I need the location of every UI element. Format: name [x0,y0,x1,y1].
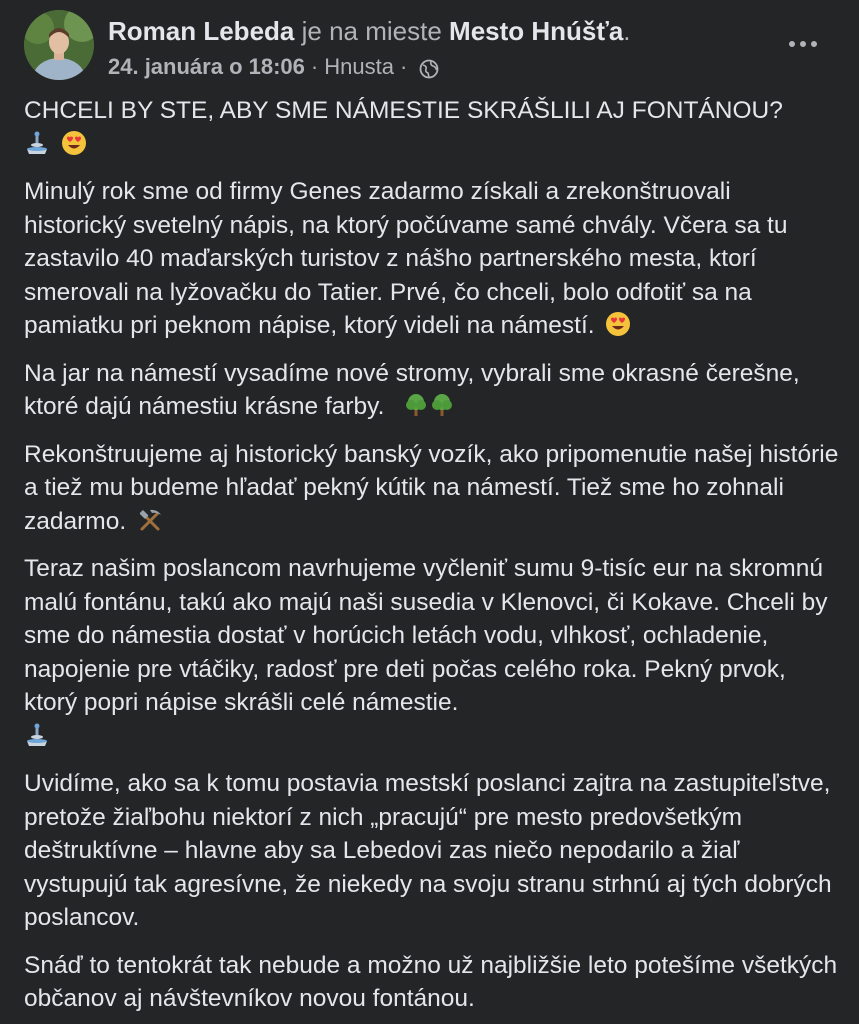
post-paragraph [24,175,839,343]
post-meta [108,52,439,82]
post-paragraph [24,949,839,1016]
heart-eyes-emoji-icon [61,130,87,156]
paragraph-text: Uvidíme, ako sa k tomu postavia mestskí poslanci zajtra na zastupiteľstve, pretože žiaľbohu niektorí z nich „pracujú“ pre mesto predovšetkým deštruktívne – hlavne aby sa Lebedovi zas niečo nepodarilo a žiaľ vystupujú tak agresívne, že niekedy na svoju stranu strhnú aj tých dobrých poslancov. [24,770,832,931]
post-location[interactable]: Hnusta [324,54,394,79]
connector-text: je na mieste [301,16,442,46]
post-paragraph [24,767,839,935]
meta-separator: · [399,54,408,79]
tree-emoji-icon [403,392,429,418]
author-line [108,14,631,48]
post-title-paragraph [24,94,839,161]
post-content [24,94,839,1024]
avatar[interactable] [24,10,94,80]
post-paragraph [24,552,839,753]
author-name[interactable]: Roman Lebeda [108,16,295,46]
post-paragraph [24,357,839,424]
post-title: CHCELI BY STE, ABY SME NÁMESTIE SKRÁŠLILI AJ FONTÁNOU? [24,97,783,124]
more-dots-icon [811,41,817,47]
post-header [24,10,835,82]
paragraph-text: Rekonštruujeme aj historický banský vozík, ako pripomenutie našej histórie a tiež mu budeme hľadať pekný kútik na námestí. Tiež sme ho zohnali zadarmo. [24,440,839,535]
more-dots-icon [800,41,806,47]
fountain-emoji-icon [24,722,50,748]
emoji-row [24,131,87,158]
post-paragraph [24,438,839,539]
hammer-and-pick-emoji-icon [137,507,163,533]
paragraph-text: Teraz našim poslancom navrhujeme vyčleniť sumu 9-tisíc eur na skromnú malú fontánu, takú ako majú naši susedia v Klenovci, či Kokave. Chceli by sme do námestia dostať v horúcich letách vodu, vlhkosť, ochladenie, napojenie pre vtáčiky, radosť pre deti počas celého roka. Pekný prvok, ktorý popri nápise skrášli celé námestie. [24,555,828,716]
avatar-image [24,10,94,80]
fountain-emoji-icon [24,130,50,156]
globe-icon[interactable] [419,57,439,77]
paragraph-text: Snáď to tentokrát tak nebude a možno už najbližšie leto potešíme všetkých občanov aj návštevníkov novou fontánou. [24,951,838,1012]
post-timestamp[interactable]: 24. januára o 18:06 [108,54,305,79]
more-options-button[interactable] [781,28,825,60]
tree-emoji-icon [429,392,455,418]
meta-separator: · [310,54,319,79]
heart-eyes-emoji-icon [605,311,631,337]
place-name[interactable]: Mesto Hnúšťa [449,16,624,46]
more-dots-icon [789,41,795,47]
paragraph-text: Minulý rok sme od firmy Genes zadarmo získali a zrekonštruovali historický svetelný nápis, na ktorý počúvame samé chvály. Včera sa tu zastavilo 40 maďarských turistov z nášho partnerského mesta, ktorí smerovali na lyžovačku do Tatier. Prvé, čo chceli, bolo odfotiť sa na pamiatku pri peknom nápise, ktorý videli na námestí. [24,178,788,339]
period: . [623,16,631,46]
paragraph-text: Na jar na námestí vysadíme nové stromy, vybrali sme okrasné čerešne, ktoré dajú námestiu krásne farby. [24,359,800,420]
